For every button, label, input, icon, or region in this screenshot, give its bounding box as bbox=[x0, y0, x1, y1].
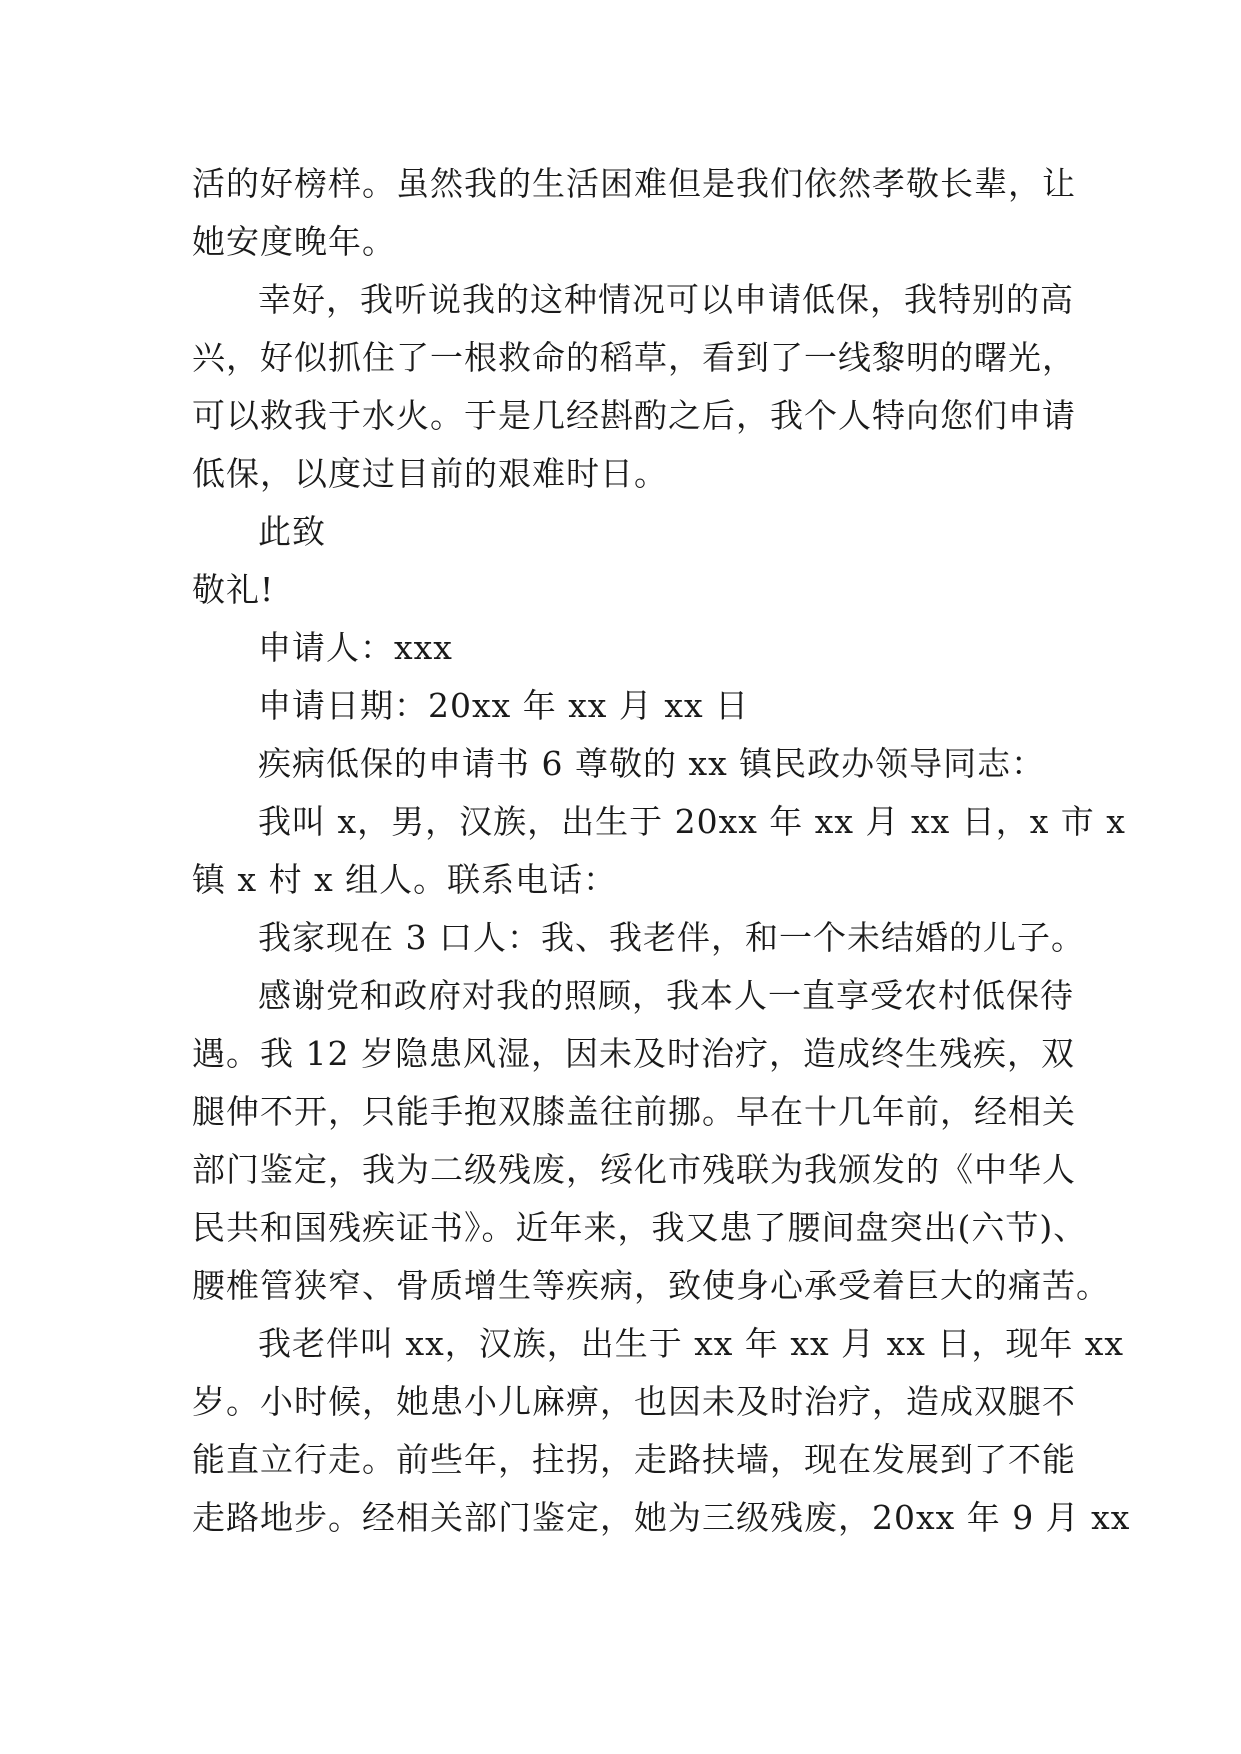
document-body bbox=[192, 155, 1131, 1547]
text-line: 可以救我于水火。于是几经斟酌之后，我个人特向您们申请 bbox=[192, 396, 1076, 435]
text-line: 我老伴叫 xx，汉族，出生于 xx 年 xx 月 xx 日，现年 xx bbox=[258, 1324, 1125, 1363]
text-line: 申请人：xxx bbox=[258, 628, 453, 667]
text-line: 腰椎管狭窄、骨质增生等疾病，致使身心承受着巨大的痛苦。 bbox=[192, 1266, 1110, 1305]
text-line: 岁。小时候，她患小儿麻痹，也因未及时治疗，造成双腿不 bbox=[192, 1382, 1076, 1421]
text-line: 兴，好似抓住了一根救命的稻草，看到了一线黎明的曙光， bbox=[192, 338, 1076, 377]
text-line: 申请日期：20xx 年 xx 月 xx 日 bbox=[258, 686, 750, 725]
text-line: 部门鉴定，我为二级残废，绥化市残联为我颁发的《中华人 bbox=[192, 1150, 1076, 1189]
text-line: 幸好，我听说我的这种情况可以申请低保，我特别的高 bbox=[258, 280, 1074, 319]
text-line: 走路地步。经相关部门鉴定，她为三级残废，20xx 年 9 月 xx bbox=[192, 1498, 1131, 1537]
text-line: 低保，以度过目前的艰难时日。 bbox=[192, 454, 668, 493]
text-line: 能直立行走。前些年，拄拐，走路扶墙，现在发展到了不能 bbox=[192, 1440, 1076, 1479]
text-line: 疾病低保的申请书 6 尊敬的 xx 镇民政办领导同志： bbox=[258, 744, 1046, 783]
text-line: 此致 bbox=[258, 512, 326, 551]
text-line: 她安度晚年。 bbox=[192, 222, 396, 261]
text-line: 活的好榜样。虽然我的生活困难但是我们依然孝敬长辈，让 bbox=[192, 164, 1076, 203]
text-line: 镇 x 村 x 组人。联系电话： bbox=[192, 860, 618, 899]
text-line: 我叫 x，男，汉族，出生于 20xx 年 xx 月 xx 日，x 市 x bbox=[258, 802, 1126, 841]
text-line: 感谢党和政府对我的照顾，我本人一直享受农村低保待 bbox=[258, 976, 1074, 1015]
text-line: 敬礼! bbox=[192, 570, 275, 609]
text-line: 腿伸不开，只能手抱双膝盖往前挪。早在十几年前，经相关 bbox=[192, 1092, 1076, 1131]
text-line: 民共和国残疾证书》。近年来，我又患了腰间盘突出(六节)、 bbox=[192, 1208, 1088, 1247]
text-line: 遇。我 12 岁隐患风湿，因未及时治疗，造成终生残疾，双 bbox=[192, 1034, 1075, 1073]
text-line: 我家现在 3 口人：我、我老伴，和一个未结婚的儿子。 bbox=[258, 918, 1085, 957]
